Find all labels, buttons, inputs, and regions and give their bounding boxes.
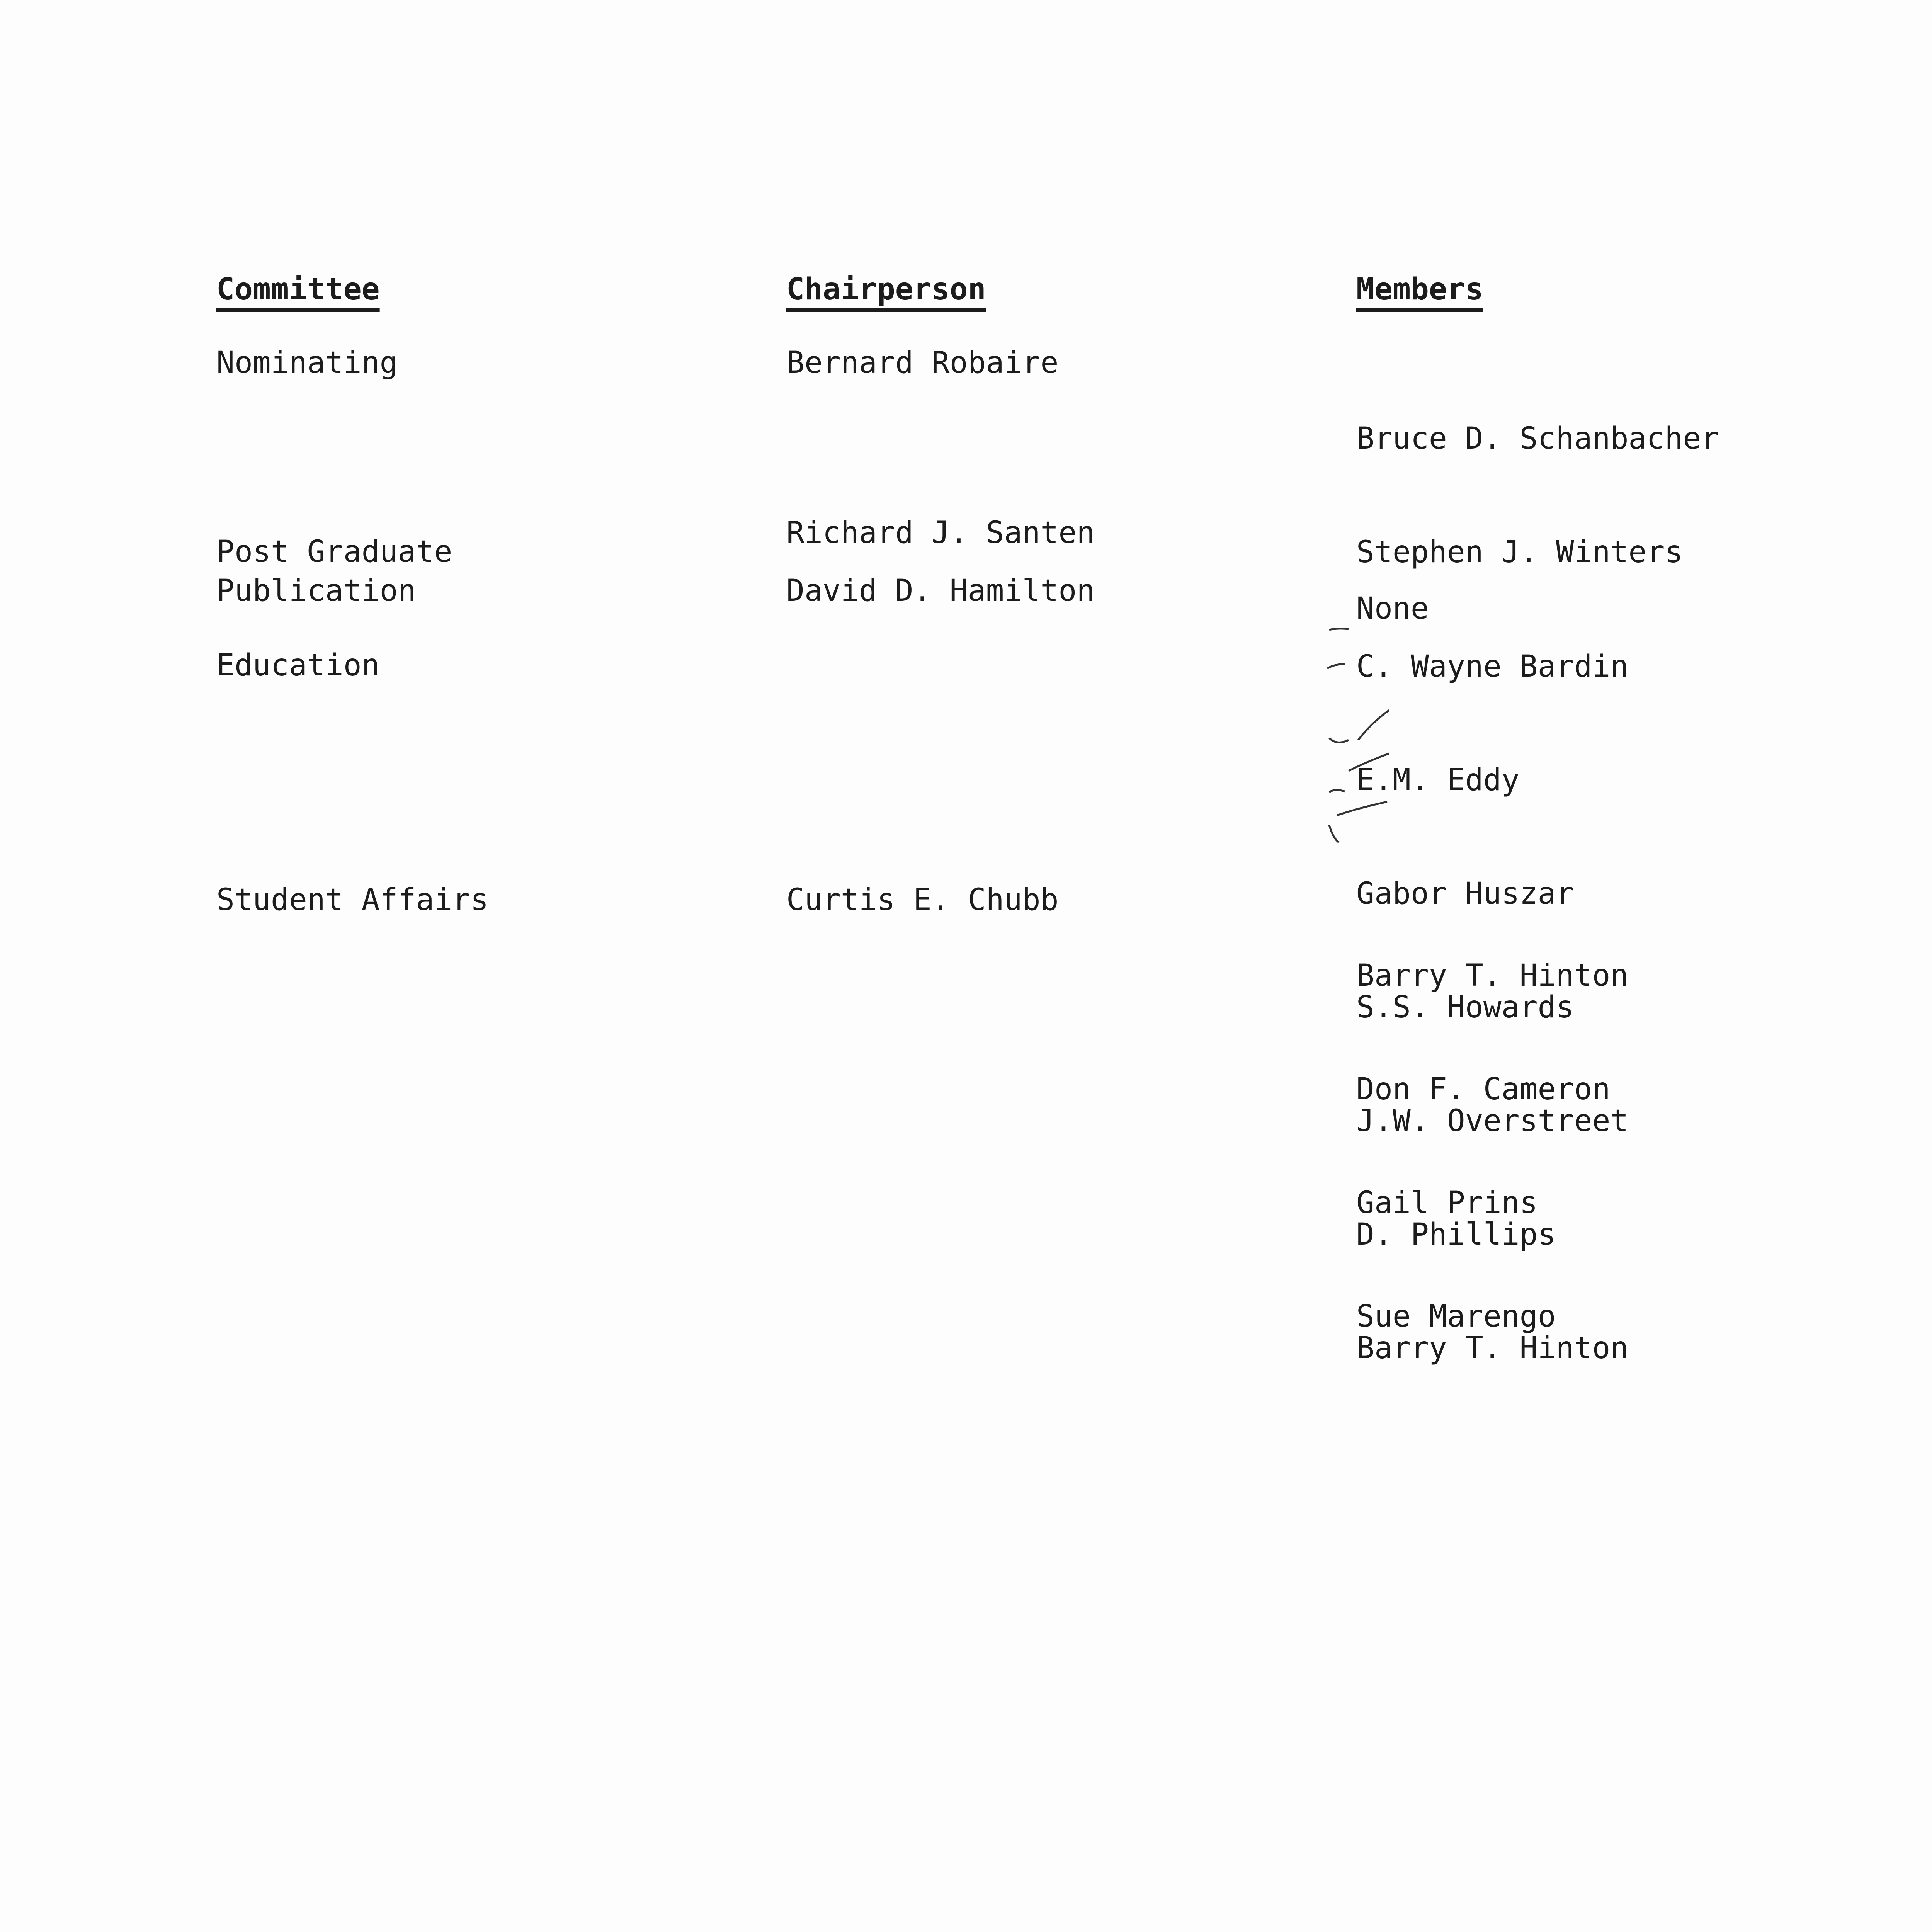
member-name: D. Phillips xyxy=(1356,1217,1556,1252)
chairperson-name: Curtis E. Chubb xyxy=(786,883,1059,917)
member-name: S.S. Howards xyxy=(1356,990,1574,1025)
member-name: Barry T. Hinton xyxy=(1356,1331,1629,1366)
member-name: J.W. Overstreet xyxy=(1356,1104,1629,1138)
member-name: E.M. Eddy xyxy=(1356,763,1520,798)
committee-name: Student Affairs xyxy=(216,883,489,917)
members-header: Members xyxy=(1356,272,1483,307)
committee-name: Nominating xyxy=(216,345,398,380)
member-name: C. Wayne Bardin xyxy=(1356,649,1629,684)
member-name: Bruce D. Schanbacher xyxy=(1356,421,1719,456)
member-name: Barry T. Hinton xyxy=(1356,958,1629,993)
member-name: Gabor Huszar xyxy=(1356,876,1574,911)
member-list xyxy=(1356,881,1628,1411)
chairperson-name: Bernard Robaire xyxy=(786,345,1059,380)
member-name: Sue Marengo xyxy=(1356,1299,1556,1334)
chairperson-name: Richard J. Santen xyxy=(786,515,1095,550)
chairperson-name: David D. Hamilton xyxy=(786,573,1095,608)
handwritten-check-marks xyxy=(1321,607,1422,854)
member-name: None xyxy=(1356,591,1429,626)
committee-name: Publication xyxy=(216,573,416,608)
committee-name-line: Post Graduate xyxy=(216,534,452,569)
member-name: Don F. Cameron xyxy=(1356,1072,1611,1107)
chairperson-header: Chairperson xyxy=(786,272,986,307)
committee-name-line: Education xyxy=(216,648,380,683)
committee-header: Committee xyxy=(216,272,380,307)
member-name: Stephen J. Winters xyxy=(1356,535,1683,570)
member-name: Gail Prins xyxy=(1356,1185,1538,1220)
